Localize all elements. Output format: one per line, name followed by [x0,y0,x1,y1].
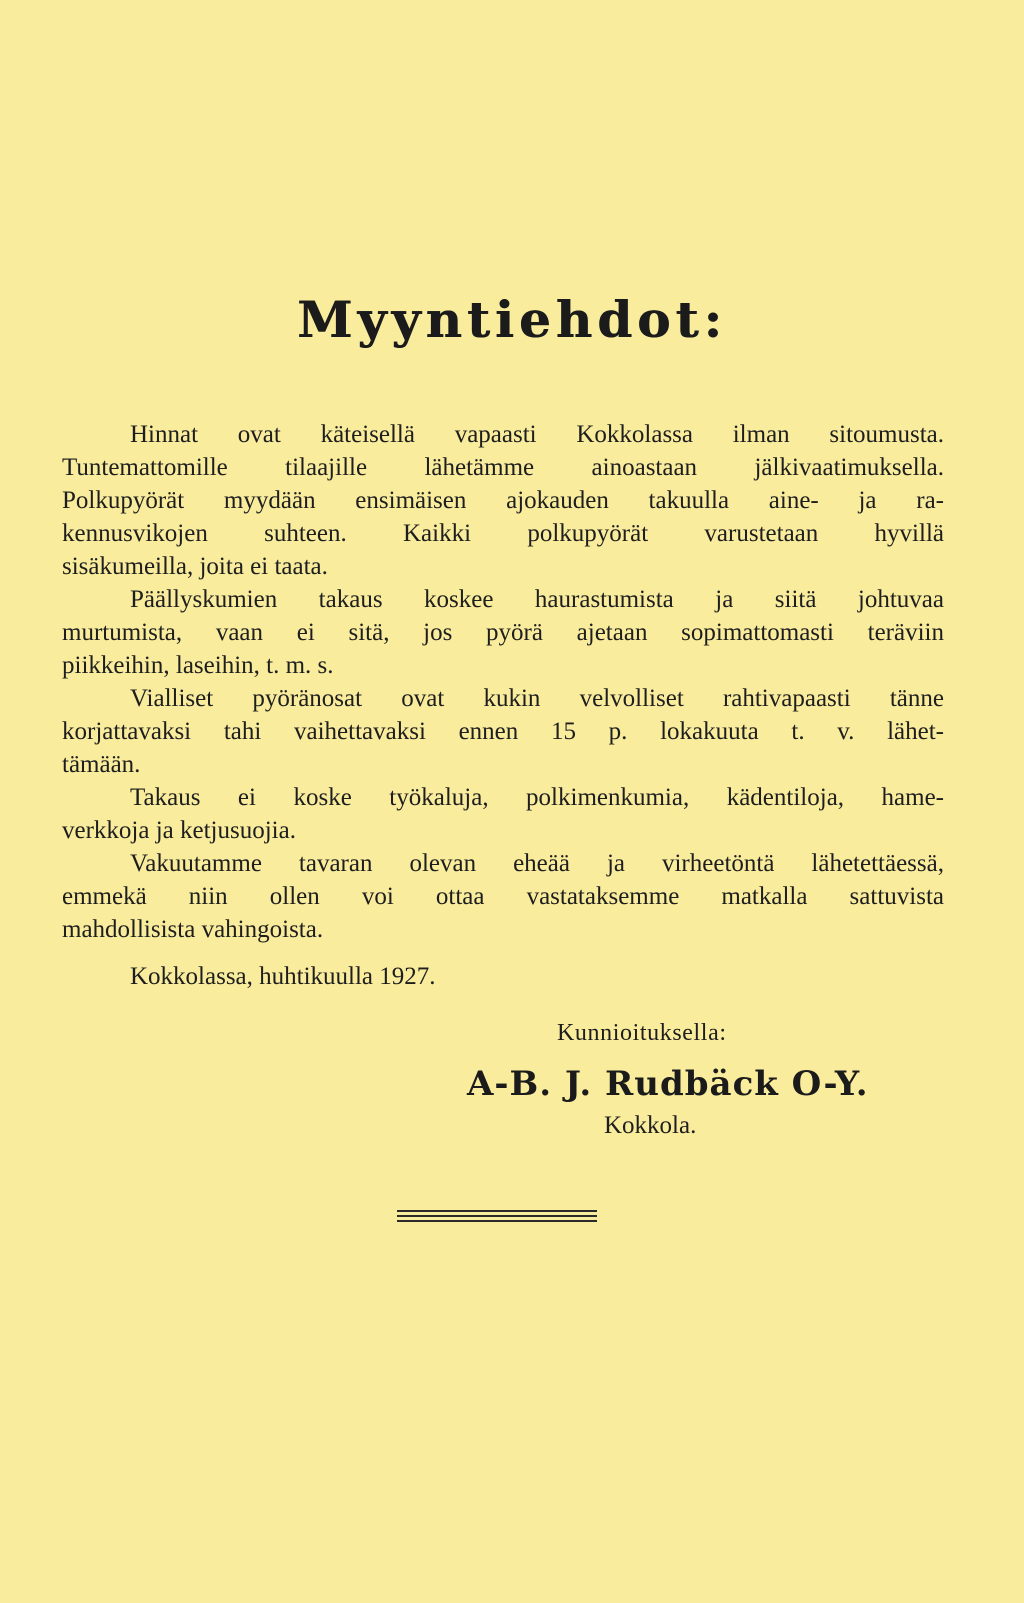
text-line: Hinnat ovat käteisellä vapaasti Kokkolassa ilman sitoumusta. [130,421,944,448]
text-line: korjattavaksi tahi vaihettavaksi ennen 15 p. lokakuuta t. v. lähet- [62,718,944,745]
paragraph-exclusions [62,781,944,847]
text-line: verkkoja ja ketjusuojia. [62,817,296,844]
text-line: Takaus ei koske työkaluja, polkimenkumia, kädentiloja, hame- [130,784,944,811]
text-line: Vakuutamme tavaran olevan eheää ja virheetöntä lähetettäessä, [130,850,944,877]
paragraph-shipping [62,847,944,946]
text-line: tämään. [62,751,141,778]
company-city: Kokkola. [604,1112,697,1139]
paragraph-tyre-warranty [62,583,944,682]
text-line: mahdollisista vahingoista. [62,916,324,943]
text-line: emmekä niin ollen voi ottaa vastataksemme matkalla sattuvista [62,883,944,910]
paragraph-defective-parts [62,682,944,781]
text-line: murtumista, vaan ei sitä, jos pyörä ajetaan sopimattomasti teräviin [62,619,944,646]
text-line: Vialliset pyöränosat ovat kukin velvolliset rahtivapaasti tänne [130,685,944,712]
text-line: Tuntemattomille tilaajille lähetämme ainoastaan jälkivaatimuksella. [62,454,944,481]
text-line: sisäkumeilla, joita ei taata. [62,553,328,580]
date-line: Kokkolassa, huhtikuulla 1927. [130,963,436,990]
paragraph-pricing [62,418,944,583]
company-name: A-B. J. Rudbäck O-Y. [467,1064,869,1104]
terms-body [62,418,944,946]
text-line: kennusvikojen suhteen. Kaikki polkupyörät varustetaan hyvillä [62,520,944,547]
closing-salutation: Kunnioituksella: [557,1020,727,1046]
page-title: Myyntiehdot: [297,290,727,349]
text-line: Polkupyörät myydään ensimäisen ajokauden takuulla aine- ja ra- [62,487,944,514]
decorative-rule [397,1210,597,1225]
text-line: Päällyskumien takaus koskee haurastumista ja siitä johtuvaa [130,586,944,613]
text-line: piikkeihin, laseihin, t. m. s. [62,652,334,679]
